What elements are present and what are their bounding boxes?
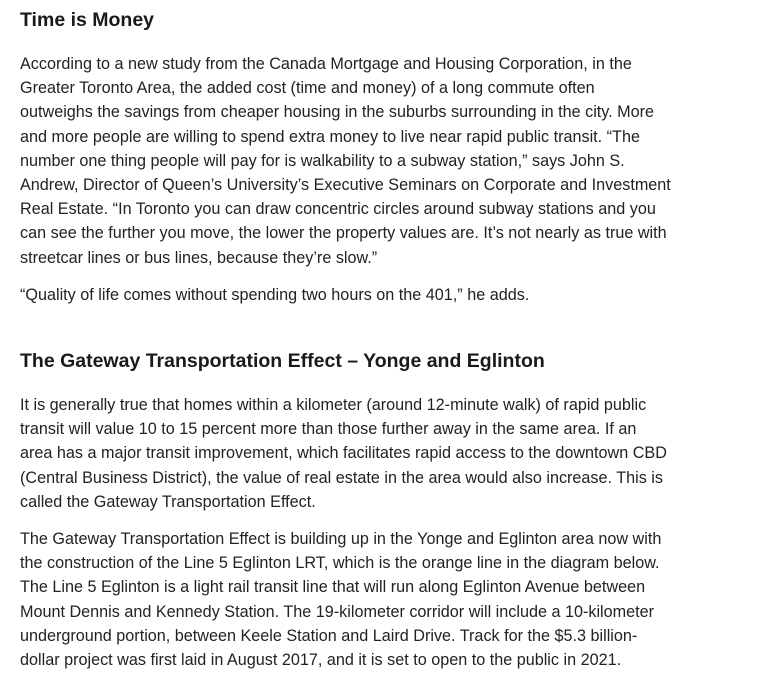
text-line: The Gateway Transportation Effect is building up in the Yonge and Eglinton area now with [20, 530, 662, 548]
paragraph-quality-of-life-quote [20, 283, 765, 307]
text-line: the construction of the Line 5 Eglinton LRT, which is the orange line in the diagram below. [20, 554, 660, 573]
text-line: dollar project was first laid in August 2017, and it is set to open to the public in 2021. [20, 651, 622, 670]
paragraph-eglinton-lrt [20, 527, 765, 672]
text-line: According to a new study from the Canada Mortgage and Housing Corporation, in the [20, 55, 632, 73]
text-line: Andrew, Director of Queen’s University’s Executive Seminars on Corporate and Investment [20, 176, 671, 195]
text-line: underground portion, between Keele Station and Laird Drive. Track for the $5.3 billion- [20, 626, 638, 645]
text-line: streetcar lines or bus lines, because they’re slow.” [20, 248, 378, 267]
text-line: can see the further you move, the lower the property values are. It’s not nearly as true with [20, 224, 667, 243]
text-line: “Quality of life comes without spending two hours on the 401,” he adds. [20, 286, 530, 304]
text-line: called the Gateway Transportation Effect. [20, 492, 316, 511]
text-line: Real Estate. “In Toronto you can draw concentric circles around subway stations and you [20, 200, 656, 219]
text-line: The Line 5 Eglinton is a light rail transit line that will run along Eglinton Avenue between [20, 578, 646, 597]
paragraph-transit-value [20, 393, 765, 514]
text-line: area has a major transit improvement, which facilitates rapid access to the downtown CBD [20, 444, 667, 463]
text-line: and more people are willing to spend extra money to live near rapid public transit. “The [20, 127, 640, 146]
text-line: It is generally true that homes within a kilometer (around 12-minute walk) of rapid public [20, 396, 647, 414]
section-title-gateway-effect: The Gateway Transportation Effect – Yonge and Eglinton [20, 350, 545, 372]
text-line: Greater Toronto Area, the added cost (time and money) of a long commute often [20, 79, 595, 98]
text-line: transit will value 10 to 15 percent more than those further away in the same area. If an [20, 420, 637, 439]
text-line: Mount Dennis and Kennedy Station. The 19-kilometer corridor will include a 10-kilometer [20, 602, 655, 621]
text-line: (Central Business District), the value of real estate in the area would also increase. This is [20, 468, 664, 487]
text-line: outweighs the savings from cheaper housing in the suburbs surrounding in the city. More [20, 103, 655, 122]
section-title-time-is-money: Time is Money [20, 9, 155, 31]
text-line: number one thing people will pay for is walkability to a subway station,” says John S. [20, 151, 625, 170]
paragraph-commute-study [20, 52, 765, 270]
